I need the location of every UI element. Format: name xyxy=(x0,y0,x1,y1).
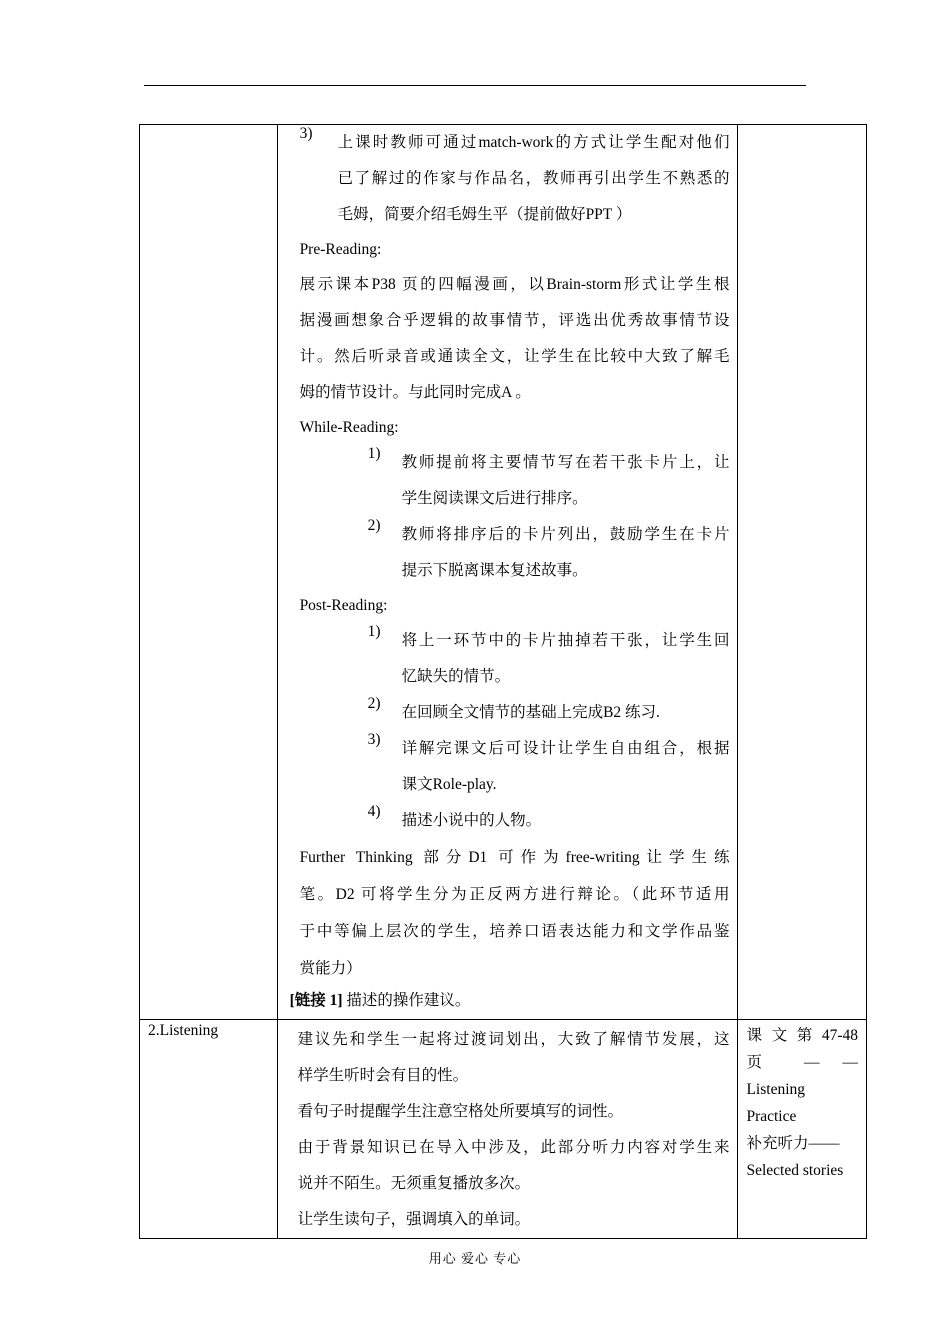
text-line: 让学生读句子，强调填入的单词。 xyxy=(297,1211,531,1228)
list-number: 4) xyxy=(367,803,381,820)
list-number: 1) xyxy=(367,445,381,462)
row1-resource-cell xyxy=(738,125,867,1020)
text-line: 笔。D2 可将学生分为正反两方进行辩论。（此环节适用 xyxy=(299,886,730,903)
link-note xyxy=(290,987,730,1015)
text-line: 提示下脱离课本复述故事。 xyxy=(401,562,588,579)
list-item xyxy=(300,623,730,695)
list-item xyxy=(300,731,730,803)
row2-procedure-cell xyxy=(277,1020,738,1239)
text-line: 毛姆，简要介绍毛姆生平（提前做好PPT ） xyxy=(337,206,632,223)
list-item xyxy=(300,517,730,589)
text-line: 由于背景知识已在导入中涉及，此部分听力内容对学生来 xyxy=(297,1139,730,1156)
text-line: 说并不陌生。无须重复播放多次。 xyxy=(297,1175,531,1192)
text-line: 样学生听时会有目的性。 xyxy=(297,1067,469,1084)
list-item xyxy=(300,803,730,839)
text-line: 课文Role-play. xyxy=(401,776,497,793)
text-line: 描述小说中的人物。 xyxy=(401,812,542,829)
text-line: 教师提前将主要情节写在若干张卡片上，让 xyxy=(401,454,730,471)
table-row xyxy=(140,125,867,1020)
text-line: 赏能力） xyxy=(299,960,362,977)
section-heading: Post-Reading: xyxy=(299,597,388,614)
text-line: Listening xyxy=(746,1081,806,1098)
text-line: 详解完课文后可设计让学生自由组合，根据 xyxy=(401,740,730,757)
list-item xyxy=(300,695,730,731)
text-line: Selected stories xyxy=(746,1162,844,1179)
text-line: 已了解过的作家与作品名，教师再引出学生不熟悉的 xyxy=(337,170,730,187)
section-heading: Pre-Reading: xyxy=(299,241,382,258)
text-line: 补充听力—— xyxy=(746,1135,840,1152)
link-label: [链接 1] xyxy=(289,992,343,1009)
text-line: 姆的情节设计。与此同时完成A 。 xyxy=(299,384,531,401)
list-number: 1) xyxy=(367,623,381,640)
text-line: Practice xyxy=(746,1108,797,1125)
text-line: 计。然后听录音或通读全文，让学生在比较中大致了解毛 xyxy=(299,348,730,365)
list-number: 3) xyxy=(299,125,313,142)
row1-procedure-cell xyxy=(277,125,738,1020)
text-line: 学生阅读课文后进行排序。 xyxy=(401,490,588,507)
row2-resource-cell xyxy=(738,1020,867,1239)
step-label: 2.Listening xyxy=(148,1022,219,1039)
text-line: 展示课本P38 页的四幅漫画，以Brain-storm形式让学生根 xyxy=(299,276,730,293)
list-number: 3) xyxy=(367,731,381,748)
row1-step-cell xyxy=(140,125,278,1020)
text-line: 据漫画想象合乎逻辑的故事情节，评选出优秀故事情节设 xyxy=(299,312,730,329)
text-line: 看句子时提醒学生注意空格处所要填写的词性。 xyxy=(297,1103,624,1120)
text-line: 页 — — xyxy=(746,1054,858,1071)
lesson-plan-table xyxy=(139,124,867,1239)
text-line: Further Thinking 部分D1 可作为free-writing让学生练 xyxy=(299,849,730,866)
list-item xyxy=(290,125,730,233)
text-line: 于中等偏上层次的学生，培养口语表达能力和文学作品鉴 xyxy=(299,923,730,940)
list-number: 2) xyxy=(367,517,381,534)
header-rule xyxy=(144,85,806,86)
text-line: 将上一环节中的卡片抽掉若干张，让学生回 xyxy=(401,632,730,649)
list-item xyxy=(300,445,730,517)
text-line: 忆缺失的情节。 xyxy=(401,668,511,685)
section-heading: While-Reading: xyxy=(299,419,399,436)
row2-step-cell xyxy=(140,1020,278,1239)
text-line: 课 文 第 47-48 xyxy=(746,1027,858,1044)
link-text: 描述的操作建议。 xyxy=(342,992,471,1009)
text-line: 建议先和学生一起将过渡词划出，大致了解情节发展，这 xyxy=(297,1031,730,1048)
text-line: 在回顾全文情节的基础上完成B2 练习. xyxy=(401,704,660,721)
table-row xyxy=(140,1020,867,1239)
list-number: 2) xyxy=(367,695,381,712)
page-footer: 用心 爱心 专心 xyxy=(428,1251,522,1266)
text-line: 上课时教师可通过match-work的方式让学生配对他们 xyxy=(337,134,730,151)
text-line: 教师将排序后的卡片列出，鼓励学生在卡片 xyxy=(401,526,730,543)
